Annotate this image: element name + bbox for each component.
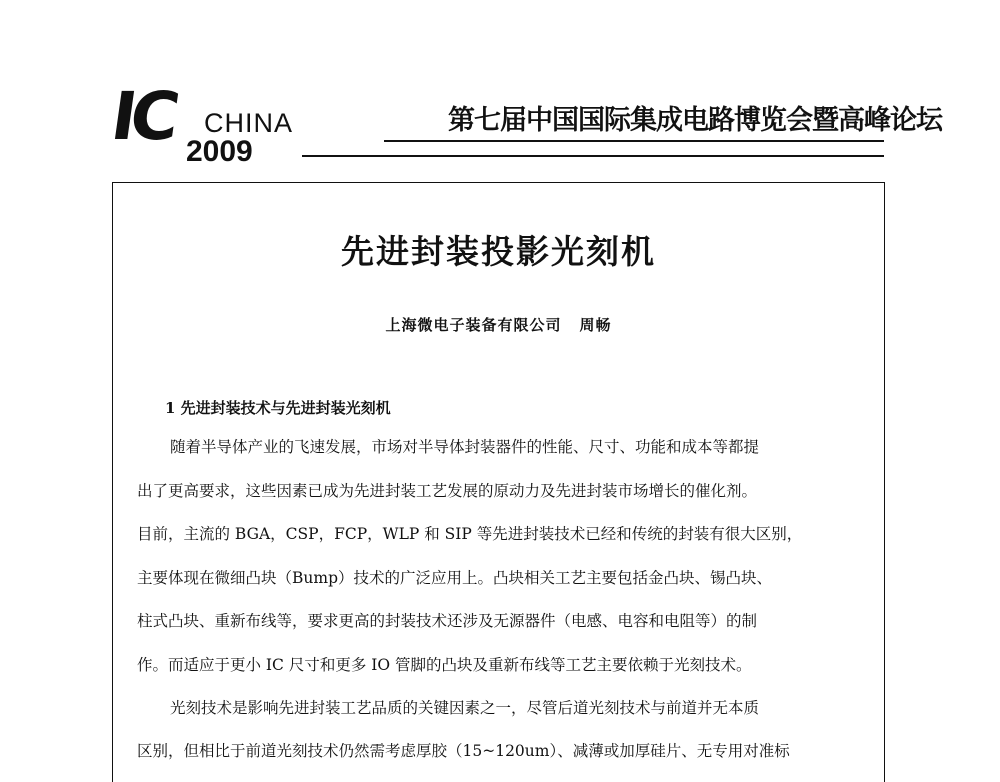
body-line: 柱式凸块、重新布线等，要求更高的封装技术还涉及无源器件（电感、电容和电阻等）的制 [137, 612, 758, 630]
body-line: 区别，但相比于前道光刻技术仍然需考虑厚胶（15~120um）、减薄或加厚硅片、无专用对准标 [137, 742, 790, 760]
logo-china-text: CHINA [204, 108, 294, 138]
body-line: 出了更高要求，这些因素已成为先进封装工艺发展的原动力及先进封装市场增长的催化剂。 [137, 482, 758, 500]
author-name: 周畅 [579, 316, 612, 334]
body-line: 目前，主流的 BGA，CSP，FCP，WLP 和 SIP 等先进封装技术已经和传统的封装有很大区别， [137, 525, 803, 543]
affiliation: 上海微电子装备有限公司 [385, 316, 562, 334]
author-line [112, 315, 885, 335]
section-heading: 1 先进封装技术与先进封装光刻机 [165, 399, 391, 417]
body-line: 光刻技术是影响先进封装工艺品质的关键因素之一，尽管后道光刻技术与前道并无本质 [170, 699, 760, 717]
body-line: 作。而适应于更小 IC 尺寸和更多 IO 管脚的凸块及重新布线等工艺主要依赖于光刻技术。 [137, 656, 752, 674]
body-line: 随着半导体产业的飞速发展，市场对半导体封装器件的性能、尺寸、功能和成本等都提 [170, 438, 760, 456]
paper-title: 先进封装投影光刻机 [341, 232, 656, 271]
header-rule-lower [302, 155, 884, 157]
conference-title: 第七届中国国际集成电路博览会暨高峰论坛 [448, 105, 942, 136]
body-line: 主要体现在微细凸块（Bump）技术的广泛应用上。凸块相关工艺主要包括金凸块、锡凸块、 [137, 569, 772, 587]
logo-year: 2009 [186, 135, 253, 168]
ic-china-logo [106, 78, 312, 174]
logo-ic-mark: IC [106, 78, 179, 155]
header-rule-upper [384, 140, 884, 142]
